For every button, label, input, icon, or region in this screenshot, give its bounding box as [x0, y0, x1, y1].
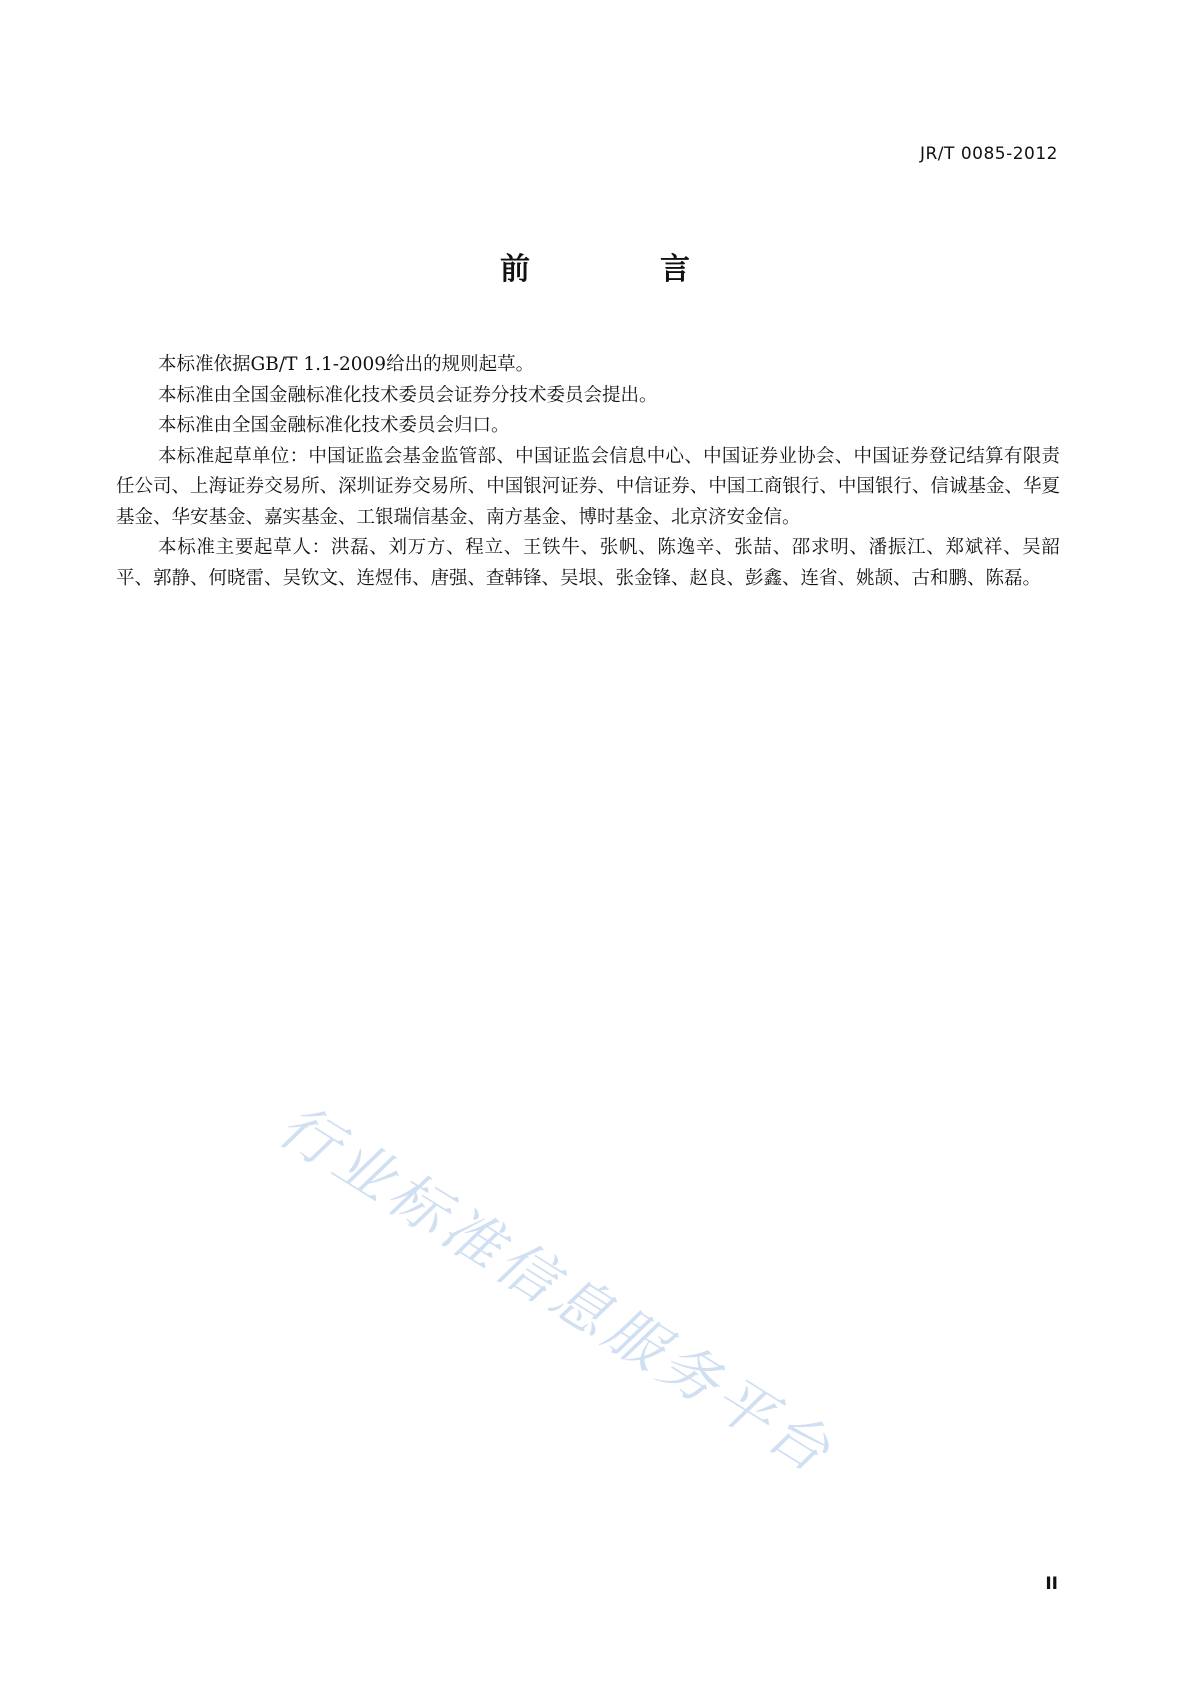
paragraph-drafting-rules: 本标准依据GB/T 1.1-2009给出的规则起草。 — [158, 354, 535, 375]
watermark: 行业标准信息服务平台 — [267, 1091, 846, 1488]
title-char-2: 言 — [660, 252, 690, 287]
title-char-1: 前 — [500, 252, 530, 287]
document-code: JR/T 0085-2012 — [919, 144, 1058, 164]
paragraph-centralized-management: 本标准由全国金融标准化技术委员会归口。 — [158, 415, 510, 436]
paragraph-proposer: 本标准由全国金融标准化技术委员会证券分技术委员会提出。 — [158, 384, 658, 406]
page-title — [0, 244, 1190, 288]
page-number: II — [1045, 1574, 1058, 1594]
paragraph-main-drafters: 本标准主要起草人：洪磊、刘万方、程立、王铁牛、张帆、陈逸辛、张喆、邵求明、潘振江、郑斌祥、吴韶平、郭静、何晓雷、吴钦文、连煜伟、唐强、查韩锋、吴垠、张金锋、赵良、彭鑫、连省、姚颉、古和鹏、陈磊。 — [116, 537, 1060, 589]
paragraph-drafting-units: 本标准起草单位：中国证监会基金监管部、中国证监会信息中心、中国证券业协会、中国证券登记结算有限责任公司、上海证券交易所、深圳证券交易所、中国银河证券、中信证券、中国工商银行、中国银行、信诚基金、华夏基金、华安基金、嘉实基金、工银瑞信基金、南方基金、博时基金、北京济安金信。 — [116, 445, 1060, 528]
preface-body — [116, 350, 1060, 594]
